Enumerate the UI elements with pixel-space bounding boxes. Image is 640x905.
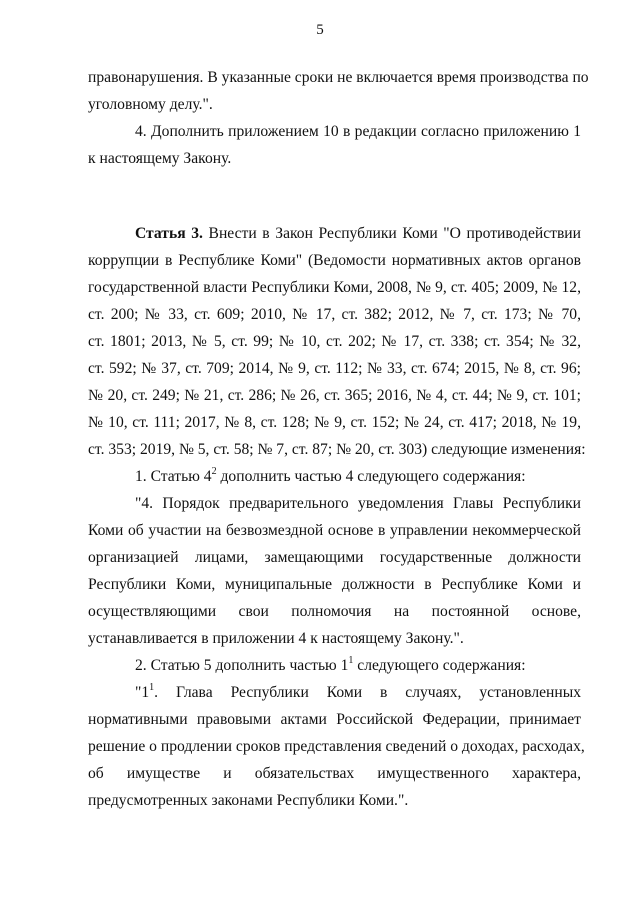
quote-2-first-line (88, 679, 581, 706)
text-line: ст. 200; № 33, ст. 609; 2010, № 17, ст. 382; 2012, № 7, ст. 173; № 70, (88, 306, 581, 323)
page-number: 5 (316, 22, 324, 38)
text-line: коррупции в Республике Коми" (Ведомости нормативных актов органов (88, 252, 581, 269)
text-line: решение о продлении сроков представления сведений о доходах, расходах, (88, 738, 585, 755)
item-1-line (88, 463, 581, 490)
text-line: устанавливается в приложении 4 к настоящему Закону.". (88, 630, 464, 647)
text-line: к настоящему Закону. (88, 150, 232, 167)
text-line: Коми об участии на безвозмездной основе в управлении некоммерческой (88, 522, 581, 539)
superscript: 1 (348, 655, 354, 666)
text-fragment: "1 (135, 684, 150, 701)
item-2-line (88, 652, 581, 679)
superscript: 2 (211, 466, 217, 477)
text-line: нормативными правовыми актами Российской Федерации, принимает (88, 711, 581, 728)
text-line: уголовному делу.". (88, 96, 213, 113)
text-line: об имуществе и обязательствах имущественного характера, (88, 765, 581, 782)
text-line: 4. Дополнить приложением 10 в редакции согласно приложению 1 (135, 123, 581, 140)
text-line: ст. 1801; 2013, № 5, ст. 99; № 10, ст. 202; № 17, ст. 338; ст. 354; № 32, (88, 333, 581, 350)
text-line: Республики Коми, муниципальные должности в Республике Коми и (88, 576, 581, 593)
text-line: "4. Порядок предварительного уведомления Главы Республики (135, 495, 581, 512)
superscript: 1 (149, 682, 155, 693)
text-line: ст. 592; № 37, ст. 709; 2014, № 9, ст. 112; № 33, ст. 674; 2015, № 8, ст. 96; (88, 360, 581, 377)
text-line: ст. 353; 2019, № 5, ст. 58; № 7, ст. 87; № 20, ст. 303) следующие изменения: (88, 441, 586, 458)
text-fragment: следующего содержания: (353, 657, 526, 674)
text-line: № 20, ст. 249; № 21, ст. 286; № 26, ст. 365; 2016, № 4, ст. 44; № 9, ст. 101; (88, 387, 581, 404)
text-line: № 10, ст. 111; 2017, № 8, ст. 128; № 9, ст. 152; № 24, ст. 417; 2018, № 19, (88, 414, 581, 431)
text-line: организацией лицами, замещающими государственные должности (88, 549, 581, 566)
text-fragment: 2. Статью 5 дополнить частью 1 (135, 657, 349, 674)
paragraph-gap (88, 196, 581, 220)
document-body (88, 64, 589, 814)
text-line: государственной власти Республики Коми, 2008, № 9, ст. 405; 2009, № 12, (88, 279, 581, 296)
text-fragment: дополнить частью 4 следующего содержания: (216, 468, 526, 485)
text-fragment: 1. Статью 4 (135, 468, 212, 485)
text-line: предусмотренных законами Республики Коми.". (88, 792, 409, 809)
text-line: осуществляющими свои полномочия на постоянной основе, (88, 603, 581, 620)
text-fragment: Внести в Закон Республики Коми "О противодействии (202, 225, 581, 242)
paragraph-gap (88, 172, 581, 196)
text-fragment: . Глава Республики Коми в случаях, установленных (154, 684, 581, 701)
text-line: правонарушения. В указанные сроки не включается время производства по (88, 69, 589, 86)
article-3-first-line (88, 220, 581, 247)
article-3-heading: Статья 3. (135, 225, 203, 242)
